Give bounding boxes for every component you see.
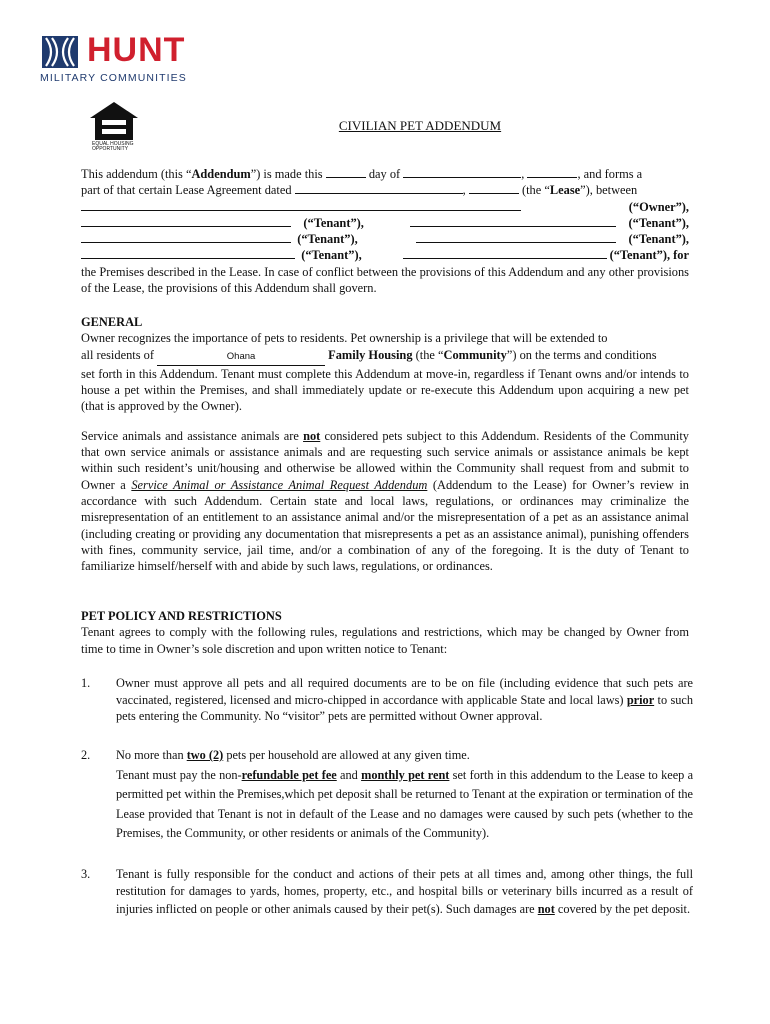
brand-tagline: MILITARY COMMUNITIES <box>40 72 187 84</box>
general-paragraph-2: Service animals and assistance animals are not considered pets subject to this Addendum. Residents of the Community that own service animals or assistance animals and are requesting such service animals or assistance animals be kept within such resident’s unit/housing and otherwise be allowed within the Community shall request from and submit to Owner a Service Animal or Assistance Animal Request Addendum (Addendum to the Lease) for Owner’s review in accordance with such Addendum. Certain state and local laws, regulations, or ordinances may criminalize the misrepresentation of an entitlement to an assistance animal and/or the misrepresentation of a pet as an assistance animal (including creating or providing any documentation that misrepresents a pet as an assistance animal), punishing offenders with fines, community service, jail time, and/or a combination of any of the foregoing. It is the duty of Tenant to familiarize himself/herself with and abide by such laws, regulations, or ordinances. <box>81 428 689 574</box>
pet-policy-heading: PET POLICY AND RESTRICTIONS <box>81 609 282 623</box>
general-paragraph-1-rest: set forth in this Addendum. Tenant must complete this Addendum at move-in, regardless if Tenant owns and/or intends to house a pet within the Premises, and shall immediately update or re-execute this Addendum upon acquiring a new pet (that is approved by the Owner). <box>81 366 689 414</box>
intro-line-2: part of that certain Lease Agreement dated , (the “Lease”), between <box>81 183 638 198</box>
community-name-field[interactable]: Ohana <box>157 349 325 366</box>
page-title: CIVILIAN PET ADDENDUM <box>338 118 502 133</box>
general-section <box>81 314 689 574</box>
tenant-5-field[interactable] <box>81 247 295 259</box>
hunt-emblem-icon <box>40 34 80 70</box>
not-emphasis: not <box>303 428 321 443</box>
tenant-4-field[interactable] <box>416 231 616 243</box>
intro-line-owner: (“Owner”), <box>81 199 689 215</box>
service-animal-form-name: Service Animal or Assistance Animal Request Addendum <box>131 477 428 492</box>
pet-policy-section <box>81 608 689 657</box>
tenant-2-field[interactable] <box>410 215 616 227</box>
intro-section <box>81 166 689 296</box>
list-item: 2. No more than two (2) pets per household are allowed at any given time. Tenant must pay the non-refundable pet fee and monthly pet rent set forth in this addendum to the Lease to keep a permitted pet within the Premises,which pet deposit shall be returned to Tenant at the expiration or termination of the Lease provided that Tenant is not in default of the Lease and no damages were caused by such pets (whether to the Premises, the Community, or other residents or animals of the Community). <box>81 748 694 840</box>
lease-year-field[interactable] <box>469 182 519 194</box>
owner-name-field[interactable] <box>81 199 521 211</box>
lease-date-field[interactable] <box>295 182 463 194</box>
intro-line-1: This addendum (this “Addendum”) is made this day of , , and forms a <box>81 167 643 181</box>
month-field[interactable] <box>403 166 521 178</box>
tenant-1-field[interactable] <box>81 215 291 227</box>
general-heading: GENERAL <box>81 315 143 329</box>
general-line-2: all residents of Ohana Family Housing (the “Community”) on the terms and conditions <box>81 347 689 366</box>
intro-line-tenants-2: (“Tenant”), (“Tenant”), <box>81 231 689 247</box>
day-field[interactable] <box>326 166 366 178</box>
year-field[interactable] <box>527 166 577 178</box>
pet-policy-intro: Tenant agrees to comply with the following rules, regulations and restrictions, which may be changed by Owner from time to time in Owner’s sole discretion and upon written notice to Tenant: <box>81 625 689 656</box>
equal-housing-caption: EQUAL HOUSING OPPORTUNITY <box>92 141 134 152</box>
hunt-logo <box>40 31 200 84</box>
list-item: 1. Owner must approve all pets and all required documents are to be on file (including evidence that such pets are vaccinated, registered, licensed and micro-chipped in accordance with applicable State and local laws) prior to such pets entering the Community. No “visitor” pets are permitted without Owner approval. <box>81 676 694 723</box>
tenant-6-field[interactable] <box>403 247 607 259</box>
tenant-3-field[interactable] <box>81 231 291 243</box>
intro-line-tenants-1: (“Tenant”), (“Tenant”), <box>81 215 689 231</box>
brand-name: HUNT <box>87 31 186 69</box>
general-line-1: Owner recognizes the importance of pets to residents. Pet ownership is a privilege that will be extended to <box>81 331 608 346</box>
intro-conflict-clause: the Premises described in the Lease. In case of conflict between the provisions of this Addendum and any other provisions of the Lease, the provisions of this Addendum shall govern. <box>81 264 689 296</box>
intro-line-tenants-3: (“Tenant”), (“Tenant”), for <box>81 247 689 263</box>
list-item: 3. Tenant is fully responsible for the conduct and actions of their pets at all times and, among other things, the full restitution for damages to yards, homes, property, etc., and hospital bills or veterinary bills incurred as a result of injuries inflicted on people or other animals caused by their pet(s). Such damages are not covered by the pet deposit. <box>81 867 693 916</box>
